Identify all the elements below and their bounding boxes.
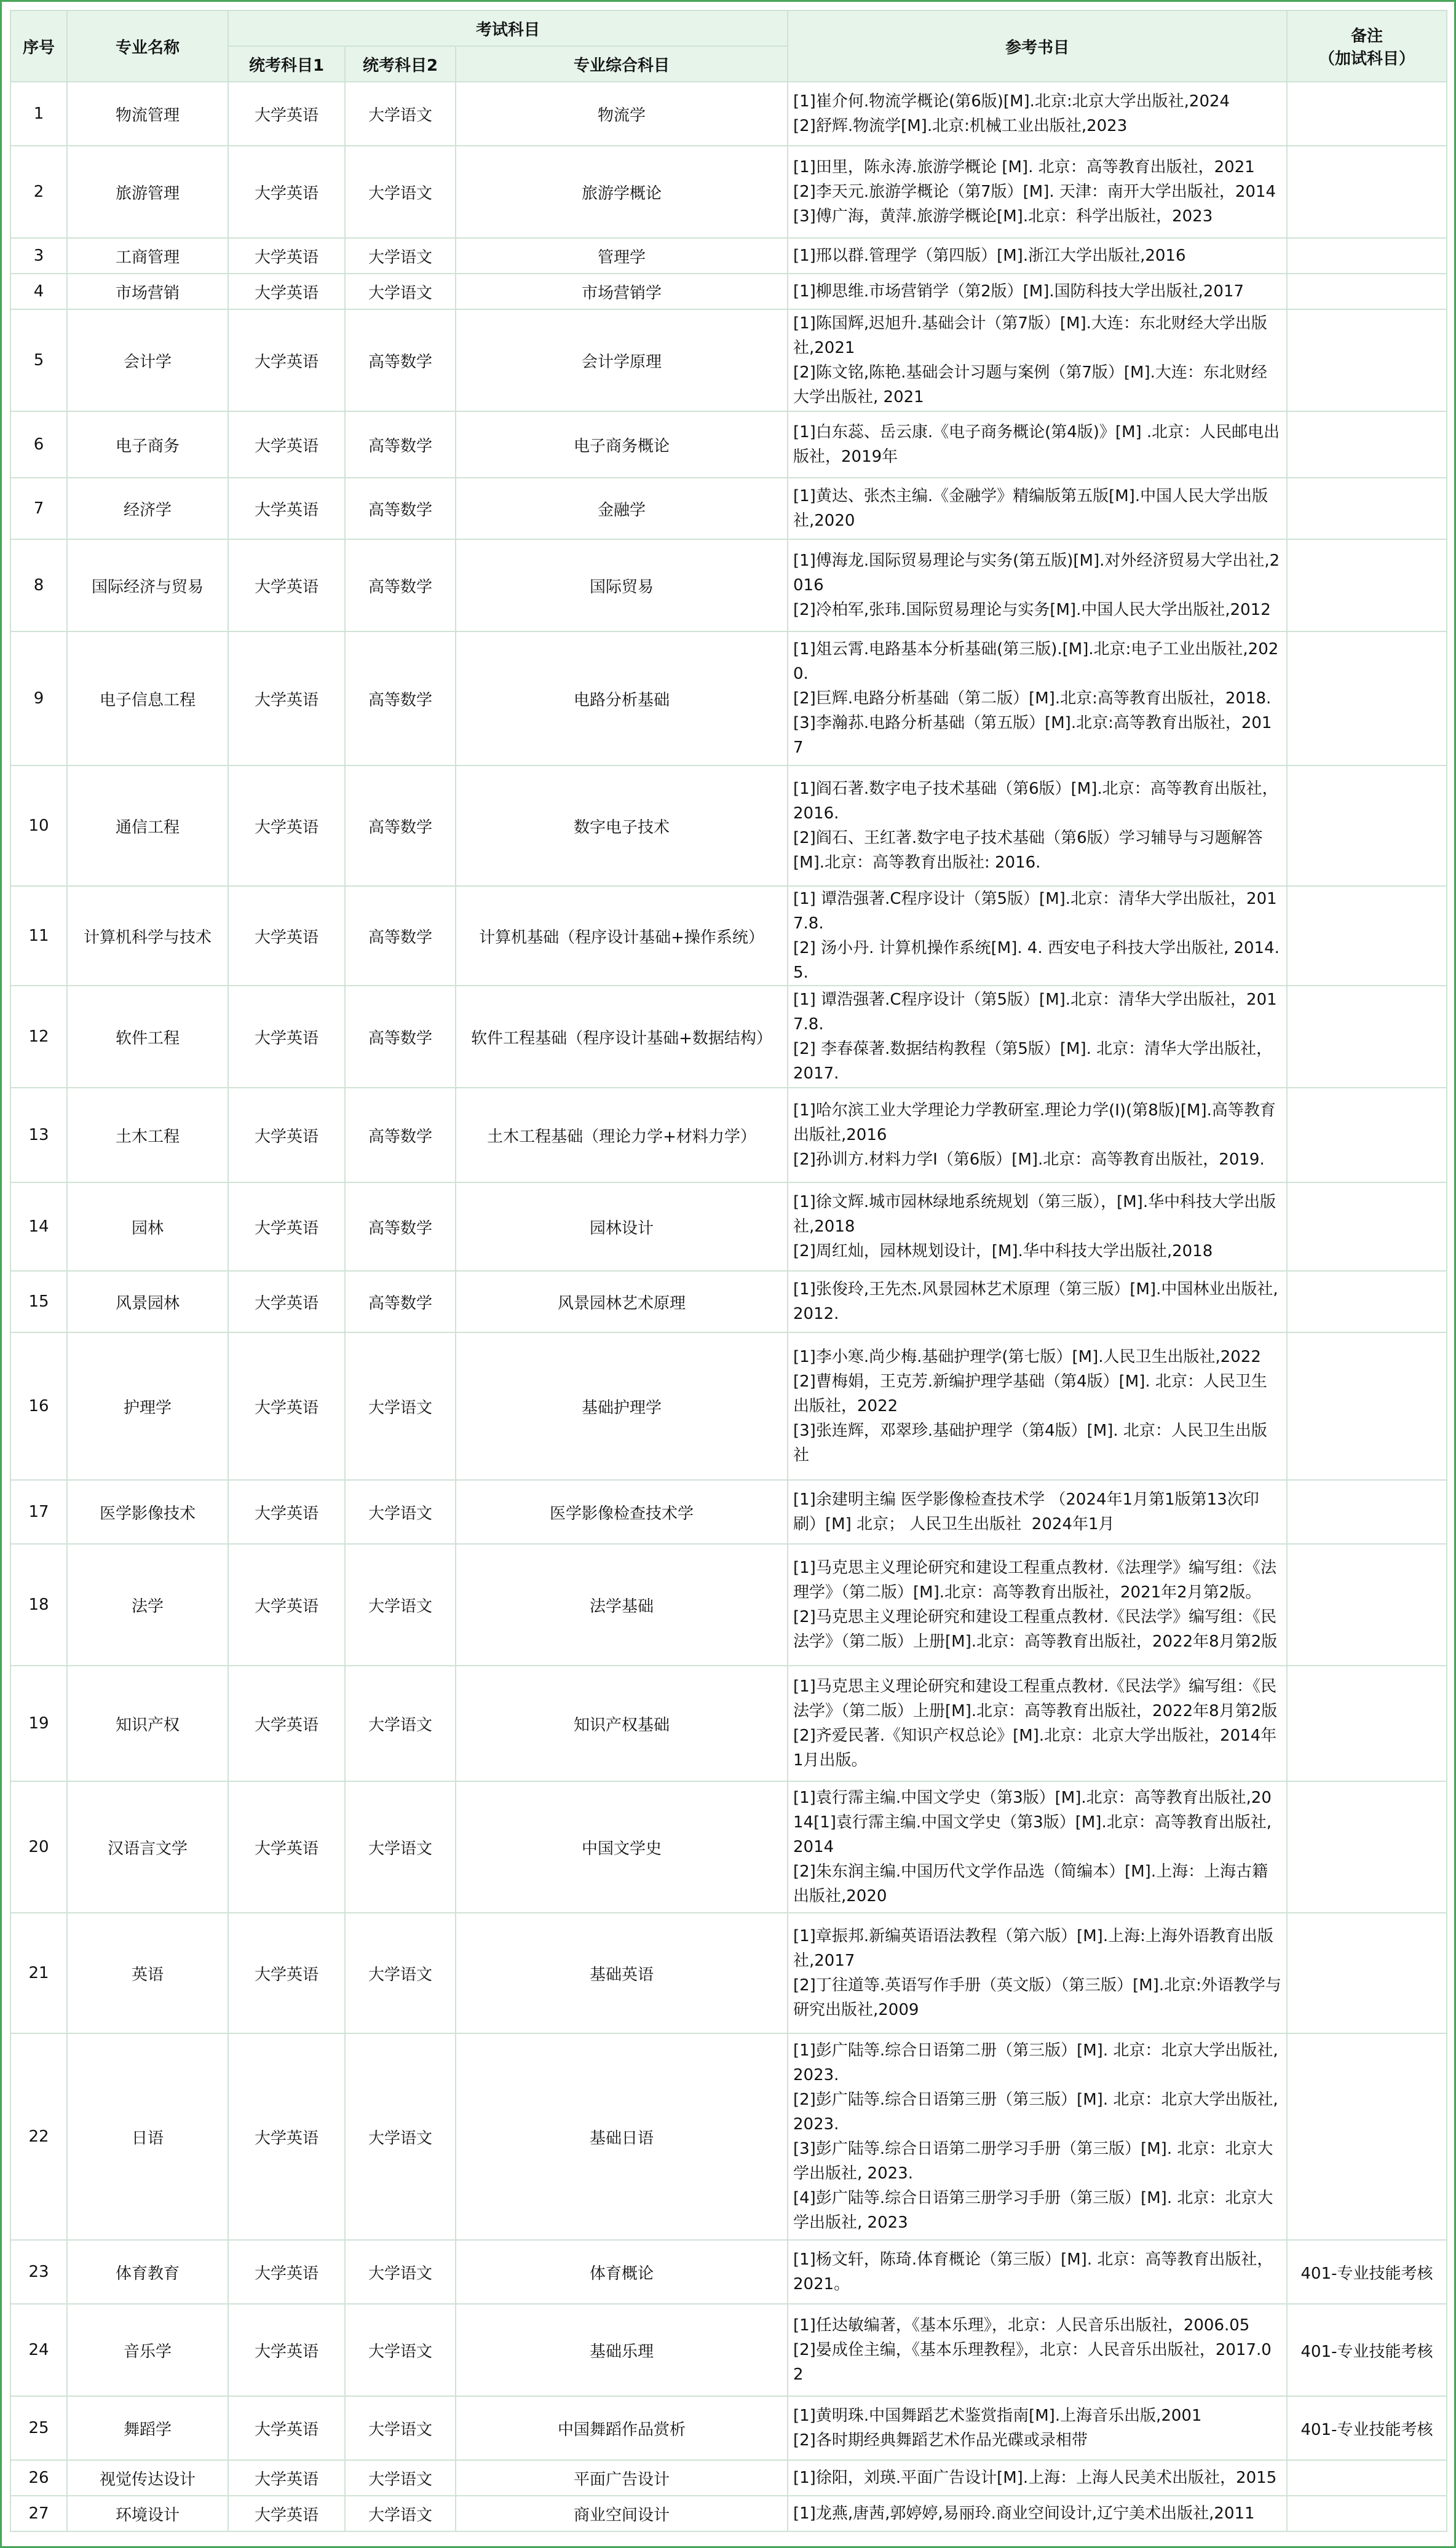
exam-subjects-table — [10, 10, 1447, 2532]
row-extra-exam — [1287, 539, 1447, 631]
row-index: 19 — [10, 1666, 67, 1781]
row-unified-subject-1: 大学英语 — [228, 1781, 345, 1913]
row-comprehensive-subject: 电路分析基础 — [456, 631, 788, 766]
row-comprehensive-subject: 平面广告设计 — [456, 2460, 788, 2496]
row-index: 20 — [10, 1781, 67, 1913]
header-unified-subject-2: 统考科目2 — [345, 46, 456, 82]
row-unified-subject-1: 大学英语 — [228, 631, 345, 766]
row-comprehensive-subject: 基础护理学 — [456, 1332, 788, 1480]
table-row — [10, 2460, 1447, 2496]
table-row — [10, 146, 1447, 238]
row-extra-exam — [1287, 2460, 1447, 2496]
row-unified-subject-2: 大学语文 — [345, 146, 456, 238]
row-major-name: 物流管理 — [67, 82, 228, 146]
row-unified-subject-1: 大学英语 — [228, 309, 345, 411]
header-notes — [1287, 10, 1447, 82]
row-comprehensive-subject: 国际贸易 — [456, 539, 788, 631]
row-unified-subject-2: 大学语文 — [345, 1544, 456, 1666]
row-references: [1]马克思主义理论研究和建设工程重点教材.《法理学》编写组：《法理学》（第二版）[M].北京：高等教育出版社，2021年2月第2版。 [2]马克思主义理论研究和建设工程重点教材.《民法学》编写组：《民法学》（第二版）上册[M].北京：高等教育出版社，2022年8月第2版 — [788, 1544, 1287, 1666]
row-comprehensive-subject: 会计学原理 — [456, 309, 788, 411]
row-extra-exam — [1287, 1480, 1447, 1544]
row-unified-subject-1: 大学英语 — [228, 2304, 345, 2396]
row-major-name: 软件工程 — [67, 986, 228, 1088]
row-comprehensive-subject: 土木工程基础（理论力学+材料力学） — [456, 1088, 788, 1182]
row-comprehensive-subject: 医学影像检查技术学 — [456, 1480, 788, 1544]
row-unified-subject-2: 高等数学 — [345, 766, 456, 886]
row-major-name: 会计学 — [67, 309, 228, 411]
row-unified-subject-2: 高等数学 — [345, 411, 456, 478]
row-unified-subject-2: 高等数学 — [345, 631, 456, 766]
table-row — [10, 886, 1447, 986]
row-references: [1]杨文轩，陈琦.体育概论（第三版）[M]. 北京：高等教育出版社，2021。 — [788, 2240, 1287, 2304]
row-extra-exam — [1287, 766, 1447, 886]
row-index: 22 — [10, 2033, 67, 2240]
row-references: [1]田里，陈永涛.旅游学概论 [M]. 北京：高等教育出版社，2021 [2]李天元.旅游学概论（第7版）[M]. 天津：南开大学出版社，2014 [3]傅广海，黄萍.旅游学概论[M].北京：科学出版社，2023 — [788, 146, 1287, 238]
row-major-name: 通信工程 — [67, 766, 228, 886]
row-references: [1]章振邦.新编英语语法教程（第六版）[M].上海:上海外语教育出版社,2017 [2]丁往道等.英语写作手册（英文版）（第三版）[M].北京:外语教学与研究出版社,2009 — [788, 1913, 1287, 2033]
table-row — [10, 274, 1447, 309]
row-major-name: 风景园林 — [67, 1271, 228, 1332]
table-row — [10, 1088, 1447, 1182]
row-comprehensive-subject: 中国文学史 — [456, 1781, 788, 1913]
row-extra-exam: 401-专业技能考核 — [1287, 2304, 1447, 2396]
row-unified-subject-1: 大学英语 — [228, 1271, 345, 1332]
row-major-name: 国际经济与贸易 — [67, 539, 228, 631]
row-index: 9 — [10, 631, 67, 766]
row-unified-subject-1: 大学英语 — [228, 1088, 345, 1182]
row-references: [1]哈尔滨工业大学理论力学教研室.理论力学(I)(第8版)[M].高等教育出版社,2016 [2]孙训方.材料力学I（第6版）[M].北京：高等教育出版社，2019. — [788, 1088, 1287, 1182]
row-index: 26 — [10, 2460, 67, 2496]
row-extra-exam — [1287, 986, 1447, 1088]
row-major-name: 舞蹈学 — [67, 2396, 228, 2460]
row-major-name: 体育教育 — [67, 2240, 228, 2304]
table-row — [10, 238, 1447, 274]
row-index: 25 — [10, 2396, 67, 2460]
table-row — [10, 478, 1447, 539]
row-unified-subject-2: 高等数学 — [345, 986, 456, 1088]
row-index: 7 — [10, 478, 67, 539]
row-index: 17 — [10, 1480, 67, 1544]
row-unified-subject-1: 大学英语 — [228, 2496, 345, 2531]
row-extra-exam — [1287, 1332, 1447, 1480]
table-row — [10, 2304, 1447, 2396]
row-index: 8 — [10, 539, 67, 631]
row-unified-subject-2: 高等数学 — [345, 1271, 456, 1332]
row-references: [1]马克思主义理论研究和建设工程重点教材.《民法学》编写组：《民法学》（第二版）上册[M].北京：高等教育出版社，2022年8月第2版 [2]齐爱民著.《知识产权总论》[M].北京：北京大学出版社，2014年1月出版。 — [788, 1666, 1287, 1781]
row-extra-exam — [1287, 274, 1447, 309]
row-references: [1]傅海龙.国际贸易理论与实务(第五版)[M].对外经济贸易大学出社,2016 [2]冷柏军,张玮.国际贸易理论与实务[M].中国人民大学出版社,2012 — [788, 539, 1287, 631]
row-major-name: 电子信息工程 — [67, 631, 228, 766]
row-comprehensive-subject: 管理学 — [456, 238, 788, 274]
row-unified-subject-2: 高等数学 — [345, 1088, 456, 1182]
table-row — [10, 539, 1447, 631]
row-references: [1]白东蕊、岳云康.《电子商务概论(第4版)》[M] .北京：人民邮电出版社，2019年 — [788, 411, 1287, 478]
row-extra-exam — [1287, 631, 1447, 766]
table-header — [10, 10, 1447, 82]
row-index: 21 — [10, 1913, 67, 2033]
row-index: 5 — [10, 309, 67, 411]
row-comprehensive-subject: 基础英语 — [456, 1913, 788, 2033]
header-notes-sub: （加试科目） — [1318, 50, 1415, 68]
row-references: [1]张俊玲,王先杰.风景园林艺术原理（第三版）[M].中国林业出版社,2012. — [788, 1271, 1287, 1332]
row-comprehensive-subject: 旅游学概论 — [456, 146, 788, 238]
table-row — [10, 1332, 1447, 1480]
row-references: [1]任达敏编著，《基本乐理》，北京：人民音乐出版社，2006.05 [2]晏成佺主编，《基本乐理教程》，北京：人民音乐出版社，2017.02 — [788, 2304, 1287, 2396]
row-references: [1]李小寒.尚少梅.基础护理学(第七版）[M].人民卫生出版社,2022 [2]曹梅娟，王克芳.新编护理学基础（第4版）[M]. 北京：人民卫生出版社，2022 [3]张连辉，邓翠珍.基础护理学（第4版）[M]. 北京：人民卫生出版社 — [788, 1332, 1287, 1480]
row-major-name: 市场营销 — [67, 274, 228, 309]
row-unified-subject-1: 大学英语 — [228, 986, 345, 1088]
table-row — [10, 411, 1447, 478]
row-unified-subject-2: 大学语文 — [345, 1480, 456, 1544]
row-extra-exam: 401-专业技能考核 — [1287, 2396, 1447, 2460]
row-unified-subject-1: 大学英语 — [228, 766, 345, 886]
row-index: 10 — [10, 766, 67, 886]
row-extra-exam — [1287, 1913, 1447, 2033]
row-index: 15 — [10, 1271, 67, 1332]
row-unified-subject-2: 高等数学 — [345, 539, 456, 631]
row-references: [1]余建明主编 医学影像检查技术学 （2024年1月第1版第13次印刷）[M] 北京； 人民卫生出版社 2024年1月 — [788, 1480, 1287, 1544]
table-row — [10, 1182, 1447, 1271]
row-unified-subject-2: 大学语文 — [345, 1913, 456, 2033]
row-references: [1]徐阳，刘瑛.平面广告设计[M].上海：上海人民美术出版社，2015 — [788, 2460, 1287, 2496]
table-body — [10, 82, 1447, 2531]
row-unified-subject-2: 大学语文 — [345, 2396, 456, 2460]
row-extra-exam — [1287, 1781, 1447, 1913]
row-unified-subject-1: 大学英语 — [228, 2460, 345, 2496]
row-major-name: 英语 — [67, 1913, 228, 2033]
row-comprehensive-subject: 园林设计 — [456, 1182, 788, 1271]
header-unified-subject-1: 统考科目1 — [228, 46, 345, 82]
row-extra-exam: 401-专业技能考核 — [1287, 2240, 1447, 2304]
row-extra-exam — [1287, 1271, 1447, 1332]
row-extra-exam — [1287, 238, 1447, 274]
row-comprehensive-subject: 基础日语 — [456, 2033, 788, 2240]
table-row — [10, 82, 1447, 146]
row-unified-subject-1: 大学英语 — [228, 2033, 345, 2240]
row-references: [1]徐文辉.城市园林绿地系统规划（第三版），[M].华中科技大学出版社,2018 [2]周红灿，园林规划设计，[M].华中科技大学出版社,2018 — [788, 1182, 1287, 1271]
table-row — [10, 1913, 1447, 2033]
row-major-name: 护理学 — [67, 1332, 228, 1480]
table-row — [10, 1480, 1447, 1544]
row-references: [1]柳思维.市场营销学（第2版）[M].国防科技大学出版社,2017 — [788, 274, 1287, 309]
row-comprehensive-subject: 中国舞蹈作品赏析 — [456, 2396, 788, 2460]
row-unified-subject-2: 高等数学 — [345, 309, 456, 411]
row-index: 14 — [10, 1182, 67, 1271]
row-comprehensive-subject: 数字电子技术 — [456, 766, 788, 886]
row-major-name: 视觉传达设计 — [67, 2460, 228, 2496]
row-unified-subject-2: 大学语文 — [345, 2240, 456, 2304]
row-unified-subject-2: 大学语文 — [345, 1666, 456, 1781]
row-extra-exam — [1287, 1544, 1447, 1666]
row-unified-subject-1: 大学英语 — [228, 2396, 345, 2460]
row-index: 13 — [10, 1088, 67, 1182]
row-major-name: 经济学 — [67, 478, 228, 539]
row-major-name: 旅游管理 — [67, 146, 228, 238]
row-comprehensive-subject: 风景园林艺术原理 — [456, 1271, 788, 1332]
header-exam-subjects: 考试科目 — [228, 10, 788, 46]
row-index: 3 — [10, 238, 67, 274]
row-comprehensive-subject: 商业空间设计 — [456, 2496, 788, 2531]
row-references: [1]袁行霈主编.中国文学史（第3版）[M].北京：高等教育出版社,2014[1]袁行霈主编.中国文学史（第3版）[M].北京：高等教育出版社,2014 [2]朱东润主编.中国历代文学作品选（简编本）[M].上海：上海古籍出版社,2020 — [788, 1781, 1287, 1913]
table-row — [10, 631, 1447, 766]
table-row — [10, 2240, 1447, 2304]
row-major-name: 医学影像技术 — [67, 1480, 228, 1544]
row-comprehensive-subject: 软件工程基础（程序设计基础+数据结构） — [456, 986, 788, 1088]
row-unified-subject-1: 大学英语 — [228, 2240, 345, 2304]
row-comprehensive-subject: 电子商务概论 — [456, 411, 788, 478]
row-comprehensive-subject: 基础乐理 — [456, 2304, 788, 2396]
row-references: [1]陈国辉,迟旭升.基础会计（第7版）[M].大连：东北财经大学出版社,2021 [2]陈文铭,陈艳.基础会计习题与案例（第7版）[M].大连：东北财经大学出版社, 2021 — [788, 309, 1287, 411]
row-index: 1 — [10, 82, 67, 146]
row-extra-exam — [1287, 1666, 1447, 1781]
row-unified-subject-1: 大学英语 — [228, 82, 345, 146]
table-row — [10, 2496, 1447, 2531]
row-references: [1]崔介何.物流学概论(第6版)[M].北京:北京大学出版社,2024 [2]舒辉.物流学[M].北京:机械工业出版社,2023 — [788, 82, 1287, 146]
row-references: [1]黄达、张杰主编.《金融学》精编版第五版[M].中国人民大学出版社,2020 — [788, 478, 1287, 539]
row-unified-subject-1: 大学英语 — [228, 411, 345, 478]
row-unified-subject-2: 高等数学 — [345, 478, 456, 539]
row-comprehensive-subject: 物流学 — [456, 82, 788, 146]
row-unified-subject-1: 大学英语 — [228, 146, 345, 238]
row-comprehensive-subject: 体育概论 — [456, 2240, 788, 2304]
row-unified-subject-2: 大学语文 — [345, 2496, 456, 2531]
header-index: 序号 — [10, 10, 67, 82]
row-unified-subject-1: 大学英语 — [228, 238, 345, 274]
row-major-name: 知识产权 — [67, 1666, 228, 1781]
row-index: 4 — [10, 274, 67, 309]
row-index: 18 — [10, 1544, 67, 1666]
row-extra-exam — [1287, 2496, 1447, 2531]
row-extra-exam — [1287, 1182, 1447, 1271]
row-extra-exam — [1287, 2033, 1447, 2240]
table-row — [10, 2033, 1447, 2240]
row-unified-subject-1: 大学英语 — [228, 478, 345, 539]
row-unified-subject-2: 高等数学 — [345, 1182, 456, 1271]
row-references: [1]龙燕,唐茜,郭婷婷,易丽玲.商业空间设计,辽宁美术出版社,2011 — [788, 2496, 1287, 2531]
row-extra-exam — [1287, 309, 1447, 411]
row-unified-subject-1: 大学英语 — [228, 1182, 345, 1271]
row-references: [1]阎石著.数字电子技术基础（第6版）[M].北京：高等教育出版社，2016. [2]阎石、王红著.数字电子技术基础（第6版）学习辅导与习题解答[M].北京：高等教育出版社: 2016. — [788, 766, 1287, 886]
row-unified-subject-1: 大学英语 — [228, 886, 345, 986]
table-row — [10, 309, 1447, 411]
row-comprehensive-subject: 计算机基础（程序设计基础+操作系统） — [456, 886, 788, 986]
row-index: 23 — [10, 2240, 67, 2304]
row-comprehensive-subject: 金融学 — [456, 478, 788, 539]
row-unified-subject-2: 大学语文 — [345, 2460, 456, 2496]
row-references: [1]黄明珠.中国舞蹈艺术鉴赏指南[M].上海音乐出版,2001 [2]各时期经典舞蹈艺术作品光碟或录相带 — [788, 2396, 1287, 2460]
row-index: 24 — [10, 2304, 67, 2396]
row-index: 2 — [10, 146, 67, 238]
row-references: [1] 谭浩强著.C程序设计（第5版）[M].北京：清华大学出版社，2017.8. [2] 李春葆著.数据结构教程（第5版）[M]. 北京：清华大学出版社，2017. — [788, 986, 1287, 1088]
table-row — [10, 986, 1447, 1088]
header-notes-label: 备注 — [1350, 27, 1383, 46]
row-unified-subject-2: 大学语文 — [345, 1332, 456, 1480]
row-unified-subject-2: 高等数学 — [345, 886, 456, 986]
row-unified-subject-1: 大学英语 — [228, 1913, 345, 2033]
row-index: 12 — [10, 986, 67, 1088]
row-major-name: 汉语言文学 — [67, 1781, 228, 1913]
row-unified-subject-1: 大学英语 — [228, 1480, 345, 1544]
header-comprehensive-subject: 专业综合科目 — [456, 46, 788, 82]
row-major-name: 土木工程 — [67, 1088, 228, 1182]
row-unified-subject-1: 大学英语 — [228, 539, 345, 631]
header-references: 参考书目 — [788, 10, 1287, 82]
row-unified-subject-2: 大学语文 — [345, 2033, 456, 2240]
row-index: 11 — [10, 886, 67, 986]
table-row — [10, 2396, 1447, 2460]
table-row — [10, 766, 1447, 886]
row-unified-subject-2: 大学语文 — [345, 82, 456, 146]
row-unified-subject-2: 大学语文 — [345, 238, 456, 274]
row-unified-subject-1: 大学英语 — [228, 274, 345, 309]
row-comprehensive-subject: 法学基础 — [456, 1544, 788, 1666]
row-extra-exam — [1287, 886, 1447, 986]
table-row — [10, 1666, 1447, 1781]
row-major-name: 日语 — [67, 2033, 228, 2240]
row-major-name: 计算机科学与技术 — [67, 886, 228, 986]
row-unified-subject-1: 大学英语 — [228, 1666, 345, 1781]
row-references: [1] 谭浩强著.C程序设计（第5版）[M].北京：清华大学出版社，2017.8. [2] 汤小丹. 计算机操作系统[M]. 4. 西安电子科技大学出版社, 2014.5. — [788, 886, 1287, 986]
row-index: 16 — [10, 1332, 67, 1480]
row-references: [1]彭广陆等.综合日语第二册（第三版）[M]. 北京：北京大学出版社,2023. [2]彭广陆等.综合日语第三册（第三版）[M]. 北京：北京大学出版社,2023. [3]彭广陆等.综合日语第二册学习手册（第三版）[M]. 北京：北京大学出版社, 2023. [4]彭广陆等.综合日语第三册学习手册（第三版）[M]. 北京：北京大学出版社, 2023 — [788, 2033, 1287, 2240]
row-unified-subject-1: 大学英语 — [228, 1544, 345, 1666]
table-row — [10, 1781, 1447, 1913]
row-unified-subject-2: 大学语文 — [345, 274, 456, 309]
row-extra-exam — [1287, 478, 1447, 539]
row-extra-exam — [1287, 146, 1447, 238]
table-row — [10, 1544, 1447, 1666]
row-extra-exam — [1287, 82, 1447, 146]
row-index: 6 — [10, 411, 67, 478]
row-unified-subject-2: 大学语文 — [345, 2304, 456, 2396]
row-major-name: 工商管理 — [67, 238, 228, 274]
row-index: 27 — [10, 2496, 67, 2531]
header-major: 专业名称 — [67, 10, 228, 82]
row-major-name: 法学 — [67, 1544, 228, 1666]
row-extra-exam — [1287, 1088, 1447, 1182]
row-unified-subject-1: 大学英语 — [228, 1332, 345, 1480]
row-major-name: 电子商务 — [67, 411, 228, 478]
row-extra-exam — [1287, 411, 1447, 478]
row-references: [1]邢以群.管理学（第四版）[M].浙江大学出版社,2016 — [788, 238, 1287, 274]
table-row — [10, 1271, 1447, 1332]
row-unified-subject-2: 大学语文 — [345, 1781, 456, 1913]
row-comprehensive-subject: 知识产权基础 — [456, 1666, 788, 1781]
row-major-name: 环境设计 — [67, 2496, 228, 2531]
row-major-name: 园林 — [67, 1182, 228, 1271]
row-major-name: 音乐学 — [67, 2304, 228, 2396]
row-references: [1]俎云霄.电路基本分析基础(第三版).[M].北京:电子工业出版社,2020. [2]巨辉.电路分析基础（第二版）[M].北京:高等教育出版社，2018. [3]李瀚荪.电路分析基础（第五版）[M].北京:高等教育出版社，2017 — [788, 631, 1287, 766]
row-comprehensive-subject: 市场营销学 — [456, 274, 788, 309]
